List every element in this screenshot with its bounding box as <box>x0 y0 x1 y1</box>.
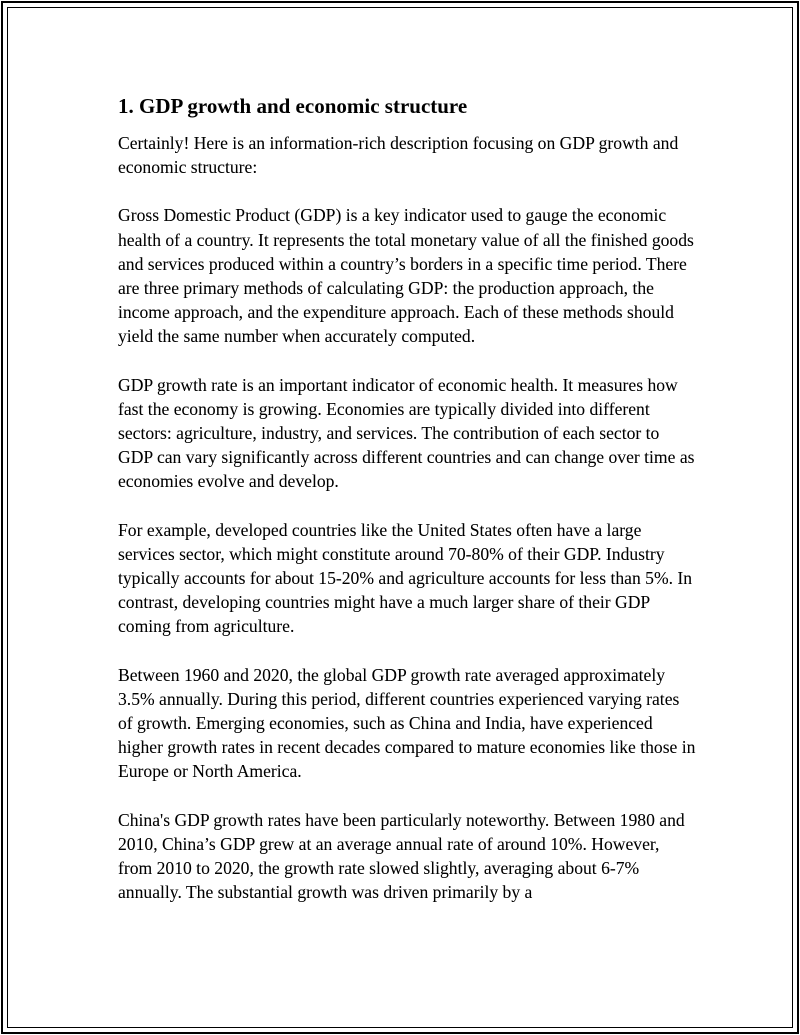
paragraph-china-growth: China's GDP growth rates have been particularly noteworthy. Between 1980 and 2010, China’s GDP grew at an average annual rate of around 10%. However, from 2010 to 2020, the growth rate slowed slightly, averaging about 6-7% annually. The substantial growth was driven primarily by a <box>118 809 685 903</box>
document-body <box>118 92 698 904</box>
section-heading: 1. GDP growth and economic structure <box>118 94 468 118</box>
paragraph-sector-example: For example, developed countries like the United States often have a large services sector, which might constitute around 70-80% of their GDP. Industry typically accounts for about 15-20% and agriculture accounts for less than 5%. In contrast, developing countries might have a much larger share of their GDP coming from agriculture. <box>118 519 693 637</box>
paragraph-gdp-definition: Gross Domestic Product (GDP) is a key indicator used to gauge the economic health of a country. It represents the total monetary value of all the finished goods and services produced within a country’s borders in a specific time period. There are three primary methods of calculating GDP: the production approach, the income approach, and the expenditure approach. Each of these methods should yield the same number when accurately computed. <box>118 205 694 347</box>
paragraph-intro: Certainly! Here is an information-rich description focusing on GDP growth and economic structure: <box>118 133 679 178</box>
paragraph-growth-rate: GDP growth rate is an important indicator of economic health. It measures how fast the economy is growing. Economies are typically divided into different sectors: agriculture, industry, and services. The contribution of each sector to GDP can vary significantly across different countries and can change over time as economies evolve and develop. <box>118 374 695 492</box>
paragraph-global-growth: Between 1960 and 2020, the global GDP growth rate averaged approximately 3.5% annually. During this period, different countries experienced varying rates of growth. Emerging economies, such as China and India, have experienced higher growth rates in recent decades compared to mature economies like those in Europe or North America. <box>118 664 696 782</box>
